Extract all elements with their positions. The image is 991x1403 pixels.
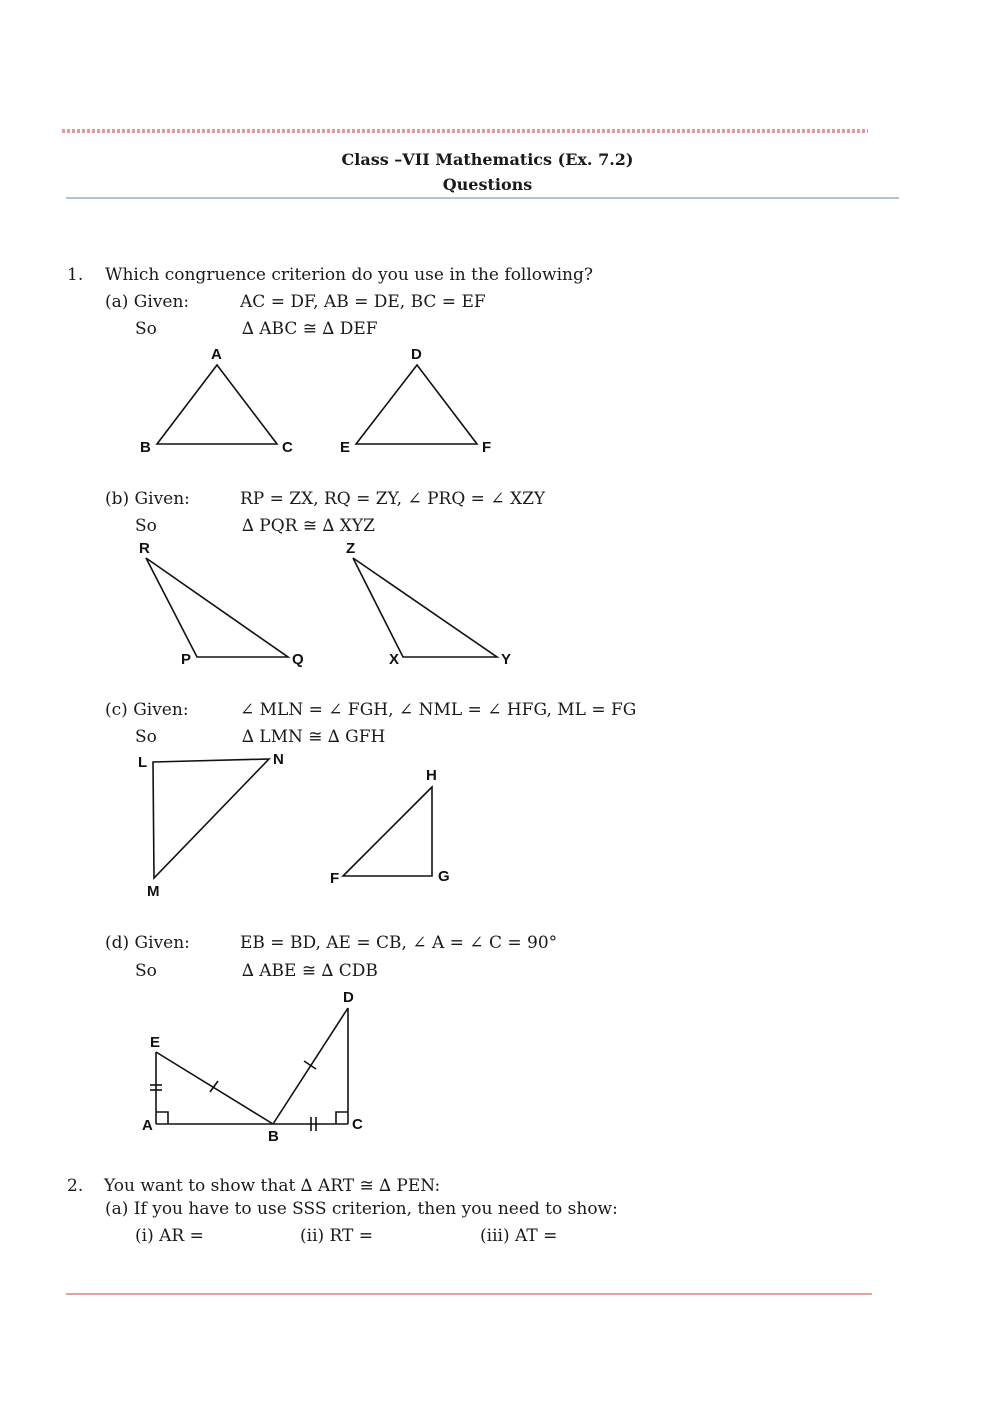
- part-a-label: (a) Given:: [105, 292, 190, 312]
- vertex-label-p: P: [181, 651, 192, 668]
- question-2-number: 2.: [67, 1176, 84, 1196]
- vertex-label-c2: C: [352, 1116, 363, 1133]
- question-2-part-i: (i) AR =: [135, 1226, 204, 1246]
- vertex-label-a2: A: [142, 1117, 153, 1134]
- vertex-label-l: L: [138, 754, 148, 771]
- part-c-label: (c) Given:: [105, 700, 189, 720]
- question-1-number: 1.: [67, 265, 84, 285]
- vertex-label-c: C: [282, 439, 293, 456]
- vertex-label-e2: E: [150, 1034, 161, 1051]
- part-d-so: ∆ ABE ≅ ∆ CDB: [242, 961, 378, 981]
- part-a-so: ∆ ABC ≅ ∆ DEF: [242, 319, 378, 339]
- question-2-part-a: (a) If you have to use SSS criterion, then you need to show:: [105, 1199, 618, 1219]
- vertex-label-x: X: [389, 651, 400, 668]
- question-2-part-iii: (iii) AT =: [480, 1226, 558, 1246]
- question-1-text: Which congruence criterion do you use in the following?: [105, 265, 593, 285]
- vertex-label-e: E: [340, 439, 351, 456]
- part-b-given: RP = ZX, RQ = ZY, ∠ PRQ = ∠ XZY: [240, 489, 546, 509]
- vertex-label-g: G: [438, 868, 450, 885]
- right-angle-mark-a: [156, 1112, 168, 1124]
- part-d-so-label: So: [135, 961, 157, 981]
- question-2-text: You want to show that ∆ ART ≅ ∆ PEN:: [104, 1176, 441, 1196]
- vertex-label-r: R: [139, 540, 150, 557]
- vertex-label-a: A: [211, 346, 222, 363]
- part-d-given: EB = BD, AE = CB, ∠ A = ∠ C = 90°: [240, 933, 558, 953]
- part-a-so-label: So: [135, 319, 157, 339]
- vertex-label-m: M: [147, 883, 160, 900]
- part-c-so-label: So: [135, 727, 157, 747]
- vertex-label-d: D: [411, 346, 422, 363]
- part-b-label: (b) Given:: [105, 489, 190, 509]
- vertex-label-b: B: [140, 439, 151, 456]
- vertex-label-f2: F: [330, 870, 340, 887]
- vertex-label-y: Y: [501, 651, 512, 668]
- vertex-label-q: Q: [292, 651, 304, 668]
- footer-rule: [66, 1293, 872, 1295]
- part-b-so-label: So: [135, 516, 157, 536]
- part-a-given: AC = DF, AB = DE, BC = EF: [240, 292, 486, 312]
- part-c-given: ∠ MLN = ∠ FGH, ∠ NML = ∠ HFG, ML = FG: [240, 700, 637, 720]
- vertex-label-h: H: [426, 767, 437, 784]
- page-subtitle: Questions: [442, 175, 533, 194]
- vertex-label-z: Z: [346, 540, 356, 557]
- page-title: Class –VII Mathematics (Ex. 7.2): [341, 150, 634, 169]
- segment-eb: [156, 1052, 273, 1124]
- vertex-label-b2: B: [268, 1128, 279, 1145]
- vertex-label-n: N: [273, 751, 284, 768]
- part-b-so: ∆ PQR ≅ ∆ XYZ: [242, 516, 375, 536]
- vertex-label-d2: D: [343, 989, 354, 1006]
- part-c-so: ∆ LMN ≅ ∆ GFH: [242, 727, 386, 747]
- vertex-label-f: F: [482, 439, 492, 456]
- right-angle-mark-c: [336, 1112, 348, 1124]
- part-d-label: (d) Given:: [105, 933, 190, 953]
- question-2-part-ii: (ii) RT =: [300, 1226, 374, 1246]
